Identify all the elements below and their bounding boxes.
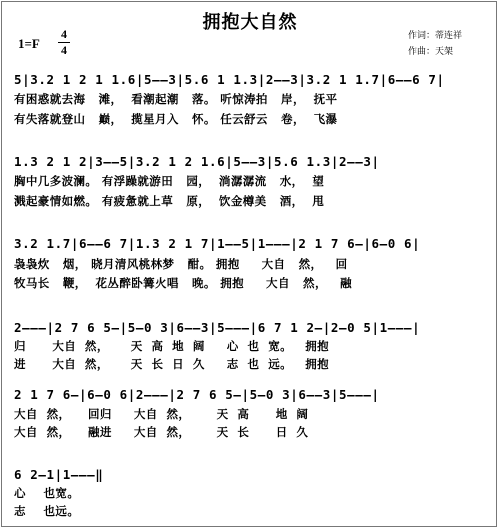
lyrics-line-4-verse-1: 归 大自 然， 天 高 地 阔 心 也 宽。 拥抱 [14, 339, 330, 353]
notation-line-3: 3.2 1.7|6——6 7|1.3 2 1 7|1——5|1———|2 1 7 6—|6—0 6| [14, 236, 421, 251]
composer-credit: 作曲：天架 [408, 47, 454, 57]
lyrics-line-5-verse-1: 大自 然， 回归 大自 然， 天 高 地 阔 [14, 407, 309, 421]
notation-line-2: 1.3 2 1 2|3——5|3.2 1 2 1.6|5——3|5.6 1.3|2——3| [14, 154, 380, 169]
lyrics-line-3-verse-1: 袅袅炊 烟， 晓月清风桃林梦 酣。 拥抱 大自 然， 回 [14, 257, 348, 271]
lyrics-line-3-verse-2: 牧马长 鞭， 花丛醉卧篝火唱 晚。 拥抱 大自 然， 融 [14, 276, 352, 290]
song-title: 拥抱大自然 [202, 12, 298, 33]
notation-line-4: 2———|2 7 6 5—|5—0 3|6——3|5———|6 7 1 2—|2—0 5|1———| [14, 320, 421, 335]
lyrics-line-2-verse-1: 胸中几多波澜。 有浮躁就游田 园， 淌潺潺流 水， 望 [14, 174, 325, 188]
notation-line-5: 2 1 7 6—|6—0 6|2———|2 7 6 5—|5—0 3|6——3|5———| [14, 387, 380, 402]
meter-top: 4 [61, 27, 67, 41]
lyrics-line-6-verse-2: 志 也远。 [14, 504, 80, 518]
lyricist-credit: 作词：蒂连祥 [408, 31, 463, 41]
lyrics-line-6-verse-1: 心 也宽。 [14, 486, 80, 500]
lyrics-line-1-verse-1: 有困惑就去海 滩， 看潮起潮 落。 听惊涛拍 岸， 抚平 [14, 92, 338, 106]
lyrics-line-2-verse-2: 溅起豪情如燃。 有疲惫就上草 原， 饮金樽美 酒， 甩 [14, 194, 325, 208]
notation-line-1: 5|3.2 1 2 1 1.6|5——3|5.6 1 1.3|2——3|3.2 1 1.7|6——6 7| [14, 72, 445, 87]
notation-line-6: 6 2—1|1———‖ [14, 467, 104, 482]
lyrics-line-1-verse-2: 有失落就登山 巅， 揽星月入 怀。 任云舒云 卷， 飞瀑 [14, 112, 338, 126]
lyrics-line-5-verse-2: 大自 然， 融进 大自 然， 天 长 日 久 [14, 425, 309, 439]
key-signature: 1=F [18, 36, 40, 51]
lyrics-line-4-verse-2: 进 大自 然， 天 长 日 久 志 也 远。 拥抱 [14, 357, 330, 371]
meter-bottom: 4 [61, 43, 67, 57]
time-signature [58, 28, 70, 57]
